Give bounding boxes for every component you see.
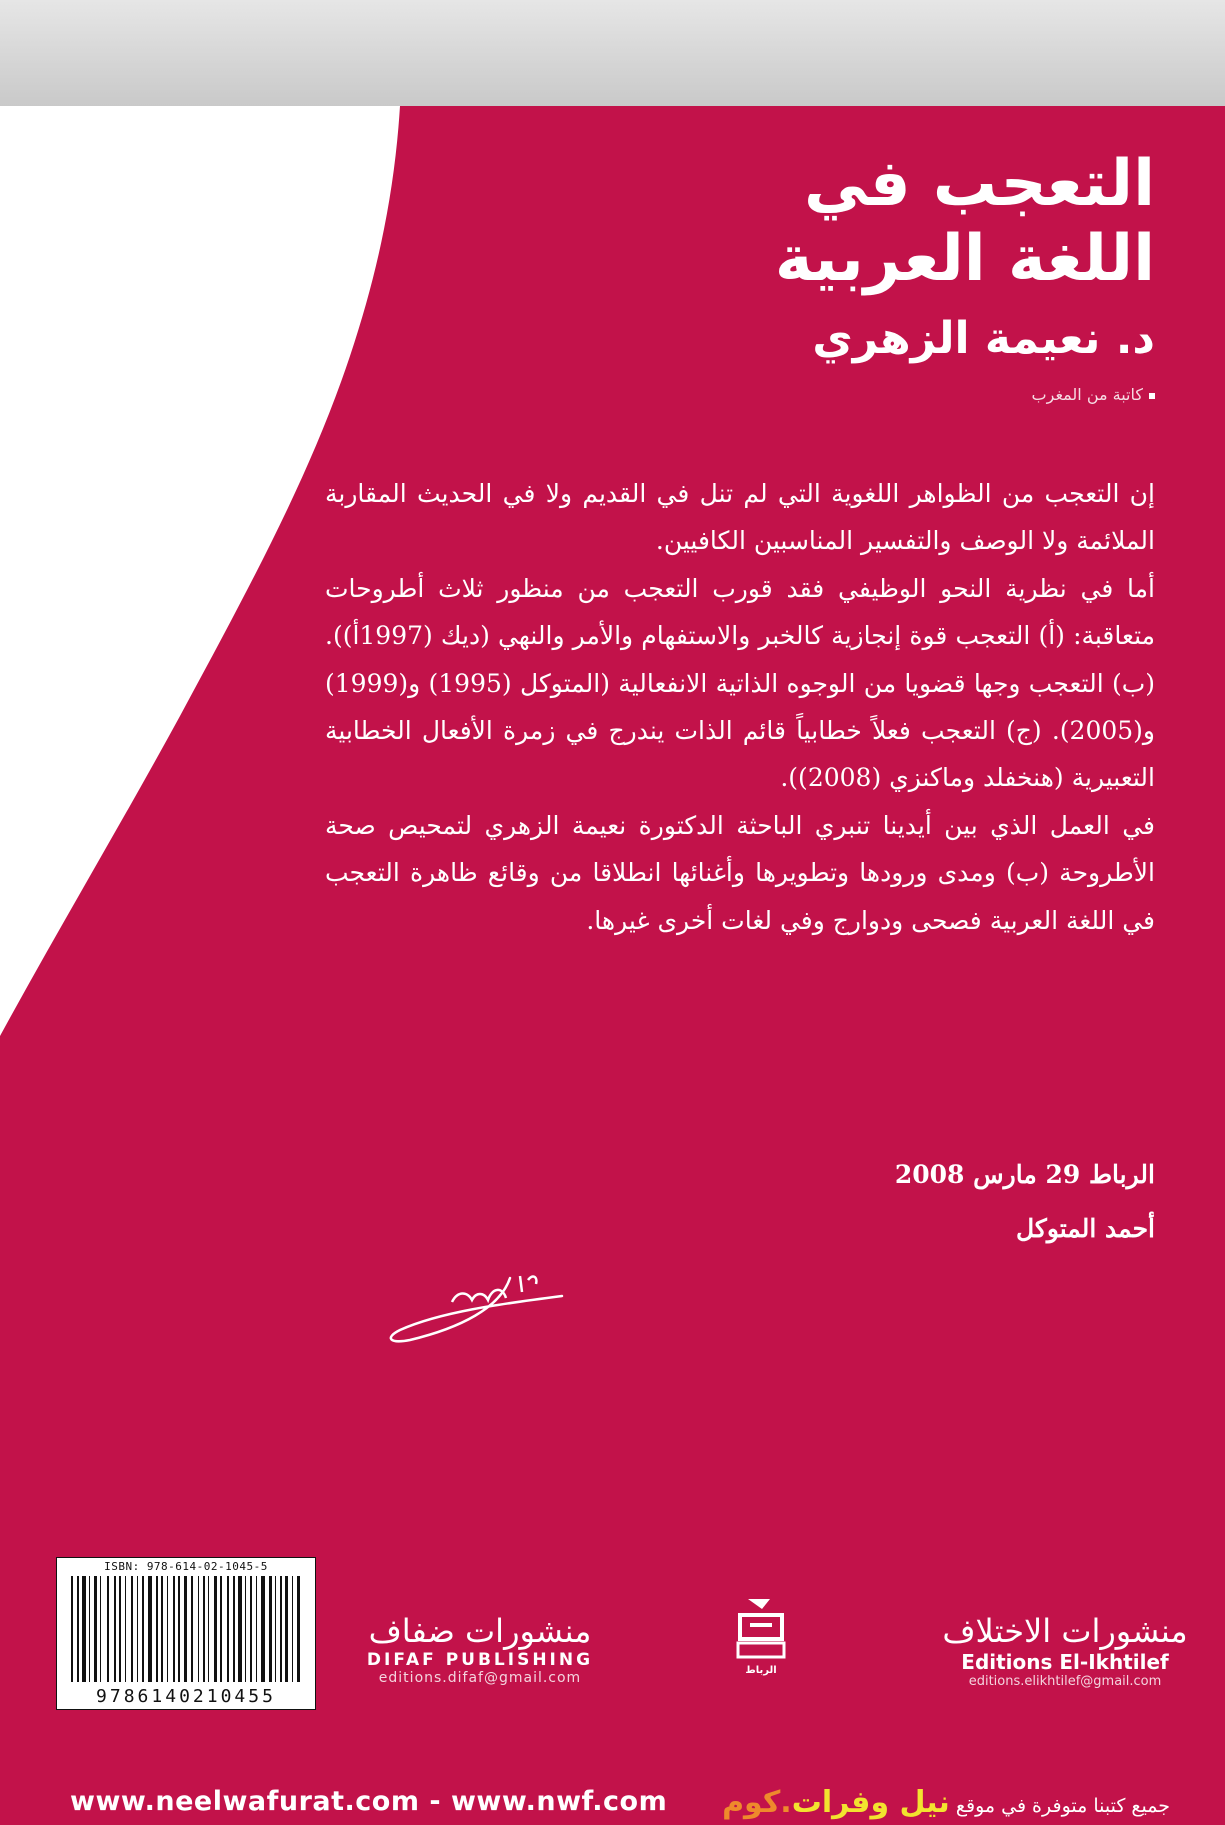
barcode-bar: [114, 1576, 116, 1682]
barcode-bar: [285, 1576, 288, 1682]
barcode-bar: [167, 1576, 168, 1682]
footer-site-name: نيل وفرات: [791, 1785, 950, 1820]
barcode-bar: [178, 1576, 180, 1682]
book-title: [775, 148, 1155, 298]
publisher-difaf: [360, 1612, 600, 1686]
barcode-bar: [269, 1576, 272, 1682]
author-name: د. نعيمة الزهري: [812, 313, 1155, 364]
barcode-bar: [94, 1576, 97, 1682]
barcode-bar: [100, 1576, 101, 1682]
barcode-number: 9786140210455: [96, 1686, 276, 1707]
barcode-bar: [233, 1576, 235, 1682]
isbn-label: ISBN: 978-614-02-1045-5: [104, 1560, 268, 1573]
title-line-1: التعجب في: [803, 147, 1155, 221]
footer-urls: www.neelwafurat.com - www.nwf.com: [70, 1786, 668, 1817]
barcode-bar: [173, 1576, 175, 1682]
barcode-bar: [280, 1576, 282, 1682]
difaf-english-name: DIFAF PUBLISHING: [366, 1650, 594, 1670]
dar-al-aman-icon: [730, 1595, 792, 1659]
barcode-bar: [208, 1576, 209, 1682]
barcode-bar: [148, 1576, 152, 1682]
bullet-square-icon: [1149, 393, 1155, 399]
signoff-name: أحمد المتوكل: [1016, 1214, 1155, 1243]
barcode-bar: [119, 1576, 121, 1682]
top-gray-band: [0, 0, 1225, 106]
author-note-text: كاتبة من المغرب: [1031, 385, 1143, 404]
barcode-bar: [142, 1576, 144, 1682]
barcode-bar: [161, 1576, 163, 1682]
title-line-2: اللغة العربية: [774, 222, 1155, 296]
barcode-bar: [137, 1576, 138, 1682]
barcode-bar: [245, 1576, 246, 1682]
ikhtilef-english-name: Editions El-Ikhtilef: [961, 1650, 1169, 1674]
barcode-bar: [297, 1576, 300, 1682]
footer-site-suffix: .كوم: [722, 1785, 792, 1820]
difaf-arabic-name: منشورات ضفاف: [368, 1612, 592, 1650]
footer-availability: [722, 1785, 1170, 1820]
ikhtilef-arabic-name: منشورات الاختلاف: [942, 1612, 1188, 1650]
barcode-bar: [125, 1576, 126, 1682]
barcode-bar: [184, 1576, 187, 1682]
publisher-dar-al-aman-logo: [730, 1595, 792, 1675]
footer-bar: [0, 1778, 1225, 1825]
barcode-bar: [107, 1576, 109, 1682]
barcode-bar: [131, 1576, 133, 1682]
dar-al-aman-city: الرباط: [745, 1665, 777, 1676]
author-note: [1032, 385, 1155, 404]
handwritten-signature: [380, 1268, 570, 1348]
barcode-bar: [238, 1576, 242, 1682]
barcode-bar: [89, 1576, 90, 1682]
blurb-paragraph: أما في نظرية النحو الوظيفي فقد قورب التعجب من منظور ثلاث أطروحات متعاقبة: (أ) التعجب قوة إنجازية كالخبر والاستفهام والأمر والنهي (ديك (1997أ)). (ب) التعجب وجها قضويا من الوجوه الذاتية الانفعالية (المتوكل (1995) و(1999) و(2005). (ج) التعجب فعلاً خطابياً قائم الذات يندرج في زمرة الأفعال الخطابية التعبيرية (هنخفلد وماكنزي (2008)).: [325, 573, 1155, 793]
barcode-bar: [203, 1576, 205, 1682]
isbn-barcode: [56, 1557, 316, 1710]
difaf-email: editions.difaf@gmail.com: [378, 1670, 582, 1686]
blurb-text: [325, 470, 1155, 944]
barcode-bar: [156, 1576, 158, 1682]
barcode-bar: [250, 1576, 252, 1682]
barcode-bar: [214, 1576, 217, 1682]
signoff-place-date: الرباط 29 مارس 2008: [894, 1160, 1155, 1189]
ikhtilef-email: editions.elikhtilef@gmail.com: [968, 1674, 1162, 1689]
footer-availability-text: جميع كتبنا متوفرة في موقع: [955, 1795, 1170, 1817]
barcode-bar: [82, 1576, 86, 1682]
barcode-bar: [275, 1576, 276, 1682]
barcode-bar: [191, 1576, 193, 1682]
publisher-ikhtilef: [940, 1612, 1190, 1689]
barcode-bar: [256, 1576, 257, 1682]
barcode-bar: [292, 1576, 293, 1682]
barcode-bar: [227, 1576, 229, 1682]
barcode-bar: [220, 1576, 222, 1682]
blurb-paragraph: إن التعجب من الظواهر اللغوية التي لم تنل في القديم ولا في الحديث المقاربة الملائمة ولا الوصف والتفسير المناسبين الكافيين.: [325, 479, 1155, 556]
barcode-bar: [77, 1576, 79, 1682]
barcode-bar: [198, 1576, 199, 1682]
barcode-bar: [71, 1576, 73, 1682]
signoff: [895, 1148, 1155, 1256]
blurb-paragraph: في العمل الذي بين أيدينا تنبري الباحثة الدكتورة نعيمة الزهري لتمحيص صحة الأطروحة (ب) ومدى ورودها وتطويرها وأغنائها انطلاقا من وقائع ظاهرة التعجب في اللغة العربية فصحى ودوارج وفي لغات أخرى غيرها.: [325, 810, 1155, 935]
barcode-bar: [261, 1576, 265, 1682]
